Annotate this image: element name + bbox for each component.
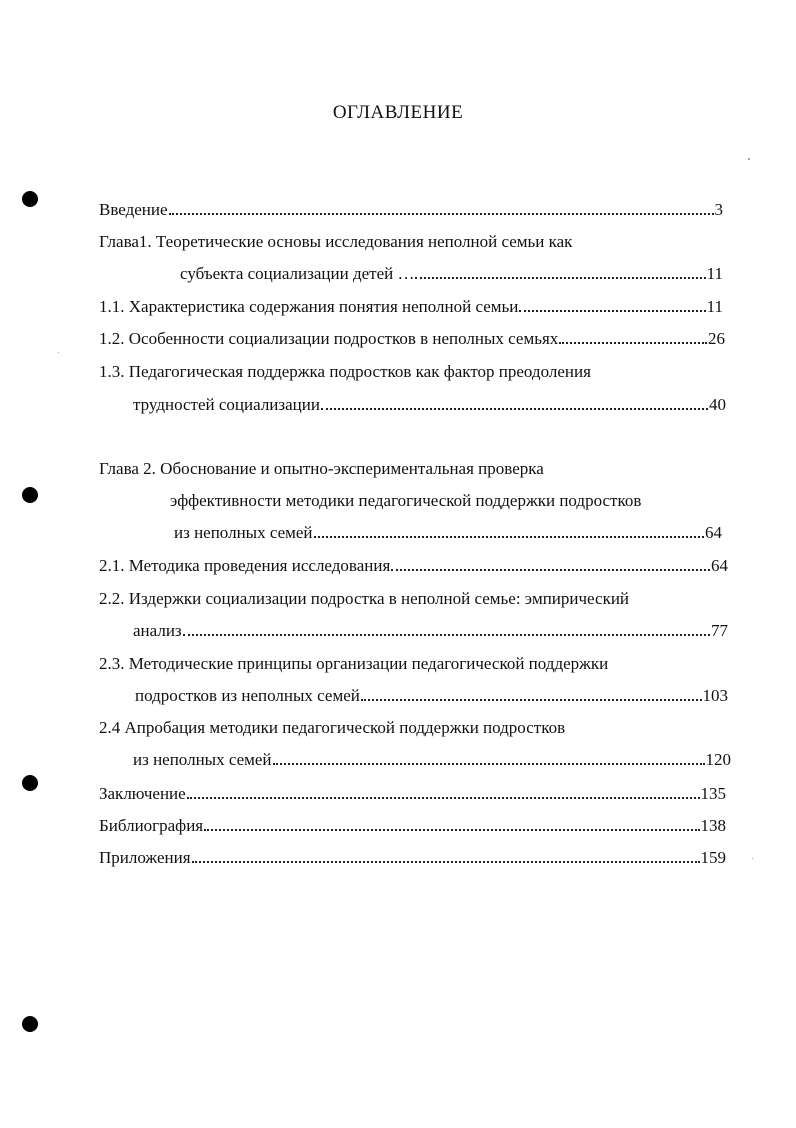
scan-speck xyxy=(748,158,750,160)
dot-leader xyxy=(273,762,705,765)
toc-page-number: 26 xyxy=(708,329,725,348)
binder-hole xyxy=(22,775,38,791)
toc-entry-1-3 xyxy=(133,394,726,416)
toc-chapter2-line2: эффективности методики педагогической поддержки подростков xyxy=(170,491,642,510)
dot-leader xyxy=(415,276,705,279)
toc-2-3-line1: 2.3. Методические принципы организации педагогической поддержки xyxy=(99,654,609,673)
scan-speck xyxy=(58,352,59,353)
toc-entry-conclusion xyxy=(99,783,726,805)
toc-page-number: 11 xyxy=(706,297,723,316)
toc-chapter1-line1: Глава1. Теоретические основы исследования неполной семьи как xyxy=(99,232,573,251)
toc-entry-label: Заключение xyxy=(99,784,186,803)
toc-page-number: 3 xyxy=(714,200,723,219)
dot-leader xyxy=(183,633,710,636)
toc-entry-label: анализ xyxy=(133,621,182,640)
toc-page-number: 135 xyxy=(700,784,726,803)
toc-entry-2-2 xyxy=(133,620,728,642)
toc-2-2-line1: 2.2. Издержки социализации подростка в неполной семье: эмпирический xyxy=(99,589,630,608)
toc-entry-label: подростков из неполных семей xyxy=(135,686,360,705)
dot-leader xyxy=(391,568,710,571)
dot-leader xyxy=(169,212,714,215)
dot-leader xyxy=(361,698,702,701)
toc-page-number: 159 xyxy=(700,848,726,867)
toc-page-number: 64 xyxy=(711,556,728,575)
toc-page-number: 120 xyxy=(705,750,731,769)
toc-page-number: 11 xyxy=(706,264,723,283)
toc-entry-2-4 xyxy=(133,749,731,771)
dot-leader xyxy=(204,828,699,831)
dot-leader xyxy=(321,407,708,410)
toc-page-number: 64 xyxy=(705,523,722,542)
toc-chapter2-line1: Глава 2. Обоснование и опытно-экспериментальная проверка xyxy=(99,459,544,478)
toc-2-4-line1: 2.4 Апробация методики педагогической поддержки подростков xyxy=(99,718,566,737)
dot-leader xyxy=(192,860,700,863)
toc-page-number: 138 xyxy=(700,816,726,835)
toc-entry-label: трудностей социализации xyxy=(133,395,320,414)
binder-hole xyxy=(22,191,38,207)
dot-leader xyxy=(559,341,707,344)
toc-entry-label: из неполных семей xyxy=(174,523,313,542)
toc-page-number: 103 xyxy=(702,686,728,705)
toc-entry-intro xyxy=(99,199,723,221)
toc-entry-label: Введение xyxy=(99,200,168,219)
toc-1-3-line1: 1.3. Педагогическая поддержка подростков как фактор преодоления xyxy=(99,362,591,381)
toc-entry-appendices xyxy=(99,847,726,869)
toc-entry-label: 2.1. Методика проведения исследования xyxy=(99,556,391,575)
toc-page-number: 77 xyxy=(711,621,728,640)
toc-entry-chapter1 xyxy=(180,263,723,285)
toc-entry-1-2 xyxy=(99,328,725,350)
toc-entry-label: субъекта социализации детей … xyxy=(180,264,415,283)
dot-leader xyxy=(314,535,704,538)
dot-leader xyxy=(519,309,705,312)
toc-entry-bibliography xyxy=(99,815,726,837)
toc-entry-label: Библиография xyxy=(99,816,204,835)
toc-entry-label: Приложения xyxy=(99,848,191,867)
dot-leader xyxy=(187,796,700,799)
toc-entry-2-3 xyxy=(135,685,728,707)
page-title: ОГЛАВЛЕНИЕ xyxy=(332,102,464,123)
toc-entry-label: из неполных семей xyxy=(133,750,272,769)
toc-entry-chapter2 xyxy=(174,522,722,544)
toc-entry-1-1 xyxy=(99,296,723,318)
binder-hole xyxy=(22,1016,38,1032)
toc-entry-2-1 xyxy=(99,555,728,577)
scan-speck xyxy=(752,858,753,859)
binder-hole xyxy=(22,487,38,503)
toc-entry-label: 1.2. Особенности социализации подростков в неполных семьях xyxy=(99,329,559,348)
toc-page-number: 40 xyxy=(709,395,726,414)
toc-entry-label: 1.1. Характеристика содержания понятия неполной семьи xyxy=(99,297,519,316)
